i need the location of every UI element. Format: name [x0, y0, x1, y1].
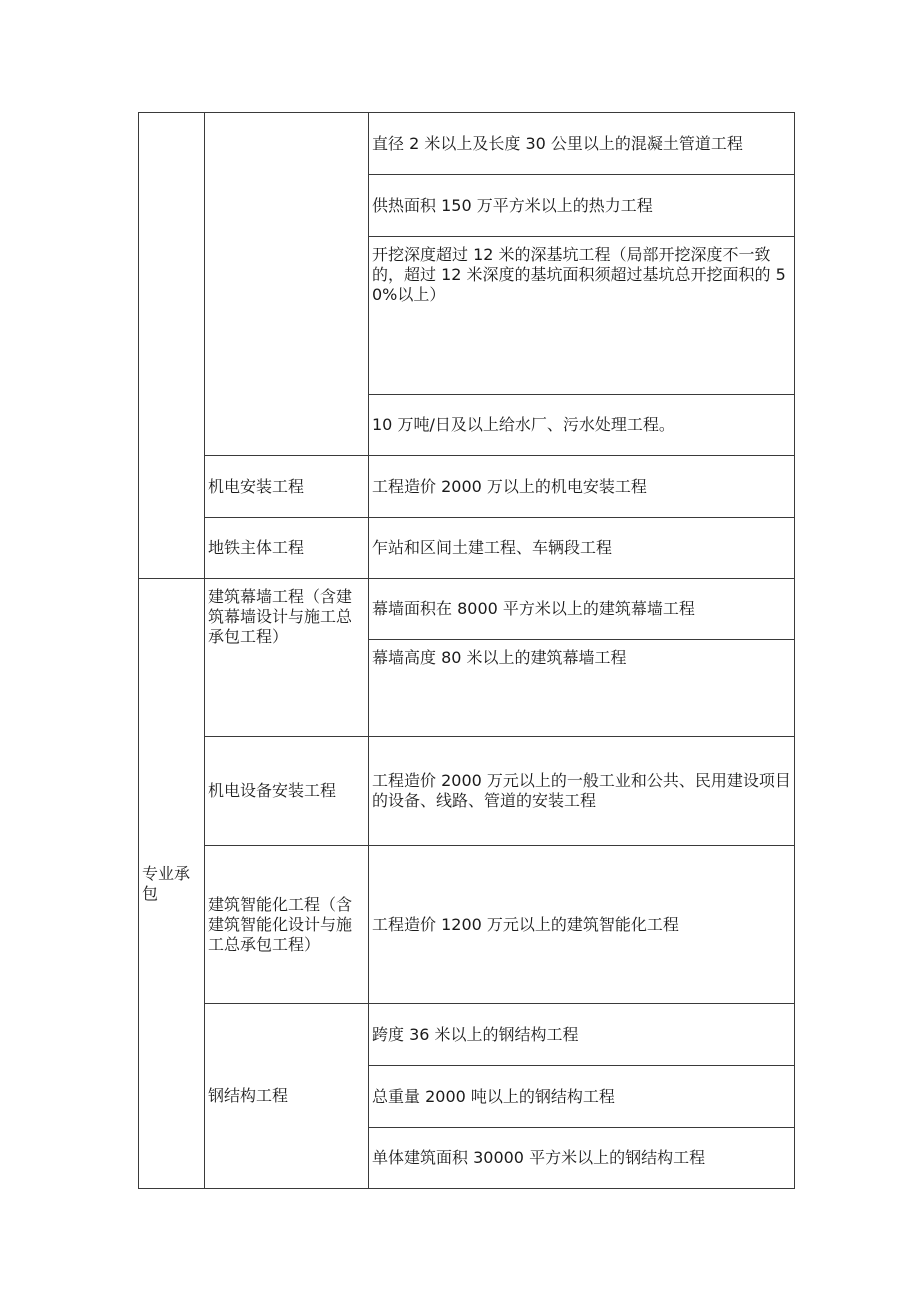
table-row — [139, 518, 795, 579]
criteria-cell: 乍站和区间土建工程、车辆段工程 — [369, 518, 795, 579]
criteria-cell: 供热面积 150 万平方米以上的热力工程 — [369, 175, 795, 237]
qualification-table — [138, 112, 795, 1189]
criteria-cell: 幕墙高度 80 米以上的建筑幕墙工程 — [369, 640, 795, 737]
category-cell-empty — [139, 113, 205, 579]
table-row — [139, 1004, 795, 1066]
criteria-cell: 总重量 2000 吨以上的钢结构工程 — [369, 1066, 795, 1128]
table-row — [139, 113, 795, 175]
criteria-cell: 工程造价 2000 万元以上的一般工业和公共、民用建设项目的设备、线路、管道的安装工程 — [369, 737, 795, 846]
criteria-cell: 直径 2 米以上及长度 30 公里以上的混凝土管道工程 — [369, 113, 795, 175]
table-row — [139, 846, 795, 1004]
subcategory-cell: 建筑智能化工程（含建筑智能化设计与施工总承包工程） — [205, 846, 369, 1004]
criteria-cell: 工程造价 1200 万元以上的建筑智能化工程 — [369, 846, 795, 1004]
subcategory-cell: 机电安装工程 — [205, 456, 369, 518]
subcategory-cell: 地铁主体工程 — [205, 518, 369, 579]
criteria-cell: 10 万吨/日及以上给水厂、污水处理工程。 — [369, 395, 795, 456]
criteria-cell: 幕墙面积在 8000 平方米以上的建筑幕墙工程 — [369, 579, 795, 640]
table-row — [139, 456, 795, 518]
subcategory-cell-empty — [205, 113, 369, 456]
table-row — [139, 579, 795, 640]
criteria-cell: 工程造价 2000 万以上的机电安装工程 — [369, 456, 795, 518]
subcategory-cell: 建筑幕墙工程（含建筑幕墙设计与施工总承包工程） — [205, 579, 369, 737]
criteria-cell: 单体建筑面积 30000 平方米以上的钢结构工程 — [369, 1128, 795, 1189]
category-cell: 专业承包 — [139, 579, 205, 1189]
table-row — [139, 737, 795, 846]
criteria-cell: 跨度 36 米以上的钢结构工程 — [369, 1004, 795, 1066]
subcategory-cell: 钢结构工程 — [205, 1004, 369, 1189]
subcategory-cell: 机电设备安装工程 — [205, 737, 369, 846]
criteria-cell: 开挖深度超过 12 米的深基坑工程（局部开挖深度不一致的，超过 12 米深度的基坑面积须超过基坑总开挖面积的 50%以上） — [369, 237, 795, 395]
